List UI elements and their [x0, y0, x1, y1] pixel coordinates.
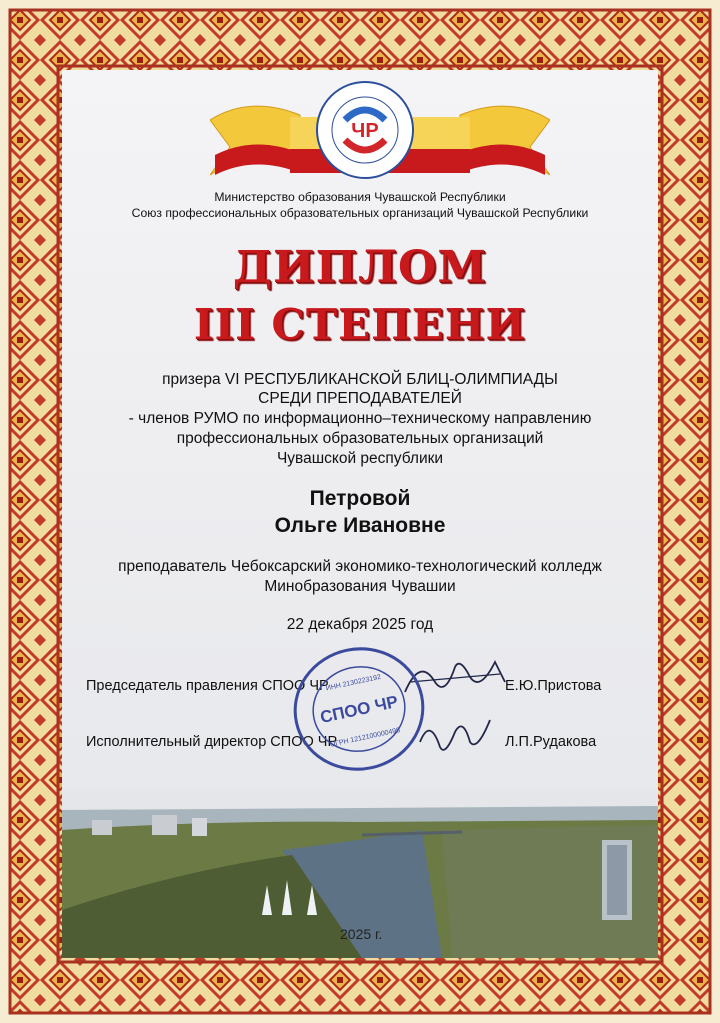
logo-text: ЧР [351, 120, 379, 142]
desc-line-2: СРЕДИ ПРЕПОДАВАТЕЛЕЙ [258, 390, 462, 407]
position-line-1: преподаватель Чебоксарский экономико-технологический колледж [118, 558, 602, 575]
desc-line-4: профессиональных образовательных организаций [176, 430, 544, 447]
union-line: Союз профессиональных образовательных организаций Чувашской Республики [131, 206, 589, 220]
ministry-line: Министерство образования Чувашской Республики [214, 190, 506, 204]
recipient-surname: Петровой [309, 487, 411, 510]
footer-year: 2025 г. [340, 926, 383, 942]
diploma-title: ДИПЛОМ [232, 242, 488, 293]
signer-2-title: Исполнительный директор СПОО ЧР [86, 734, 338, 750]
org-logo [315, 80, 415, 180]
diploma-degree: III СТЕПЕНИ [193, 300, 527, 349]
position-line-2: Минобразования Чувашии [264, 578, 456, 595]
stamp-center-text: СПОО ЧР [318, 691, 400, 727]
desc-line-1: призера VI РЕСПУБЛИКАНСКОЙ БЛИЦ-ОЛИМПИАДЫ [162, 371, 558, 388]
signer-1-title: Председатель правления СПОО ЧР [86, 678, 329, 694]
signer-2-name: Л.П.Рудакова [505, 734, 597, 750]
signer-1-name: Е.Ю.Пристова [505, 678, 602, 694]
desc-line-5: Чувашской республики [276, 450, 444, 467]
recipient-name: Ольге Ивановне [274, 514, 446, 537]
organization-stamp [290, 642, 428, 776]
stamp-inn-text: ИНН 2130223192 [325, 673, 382, 693]
award-date: 22 декабря 2025 год [286, 616, 434, 633]
desc-line-3: - членов РУМО по информационно–техническому направлению [128, 410, 592, 427]
stamp-ogrn-text: ОГРН 1212100000495 [329, 726, 401, 749]
